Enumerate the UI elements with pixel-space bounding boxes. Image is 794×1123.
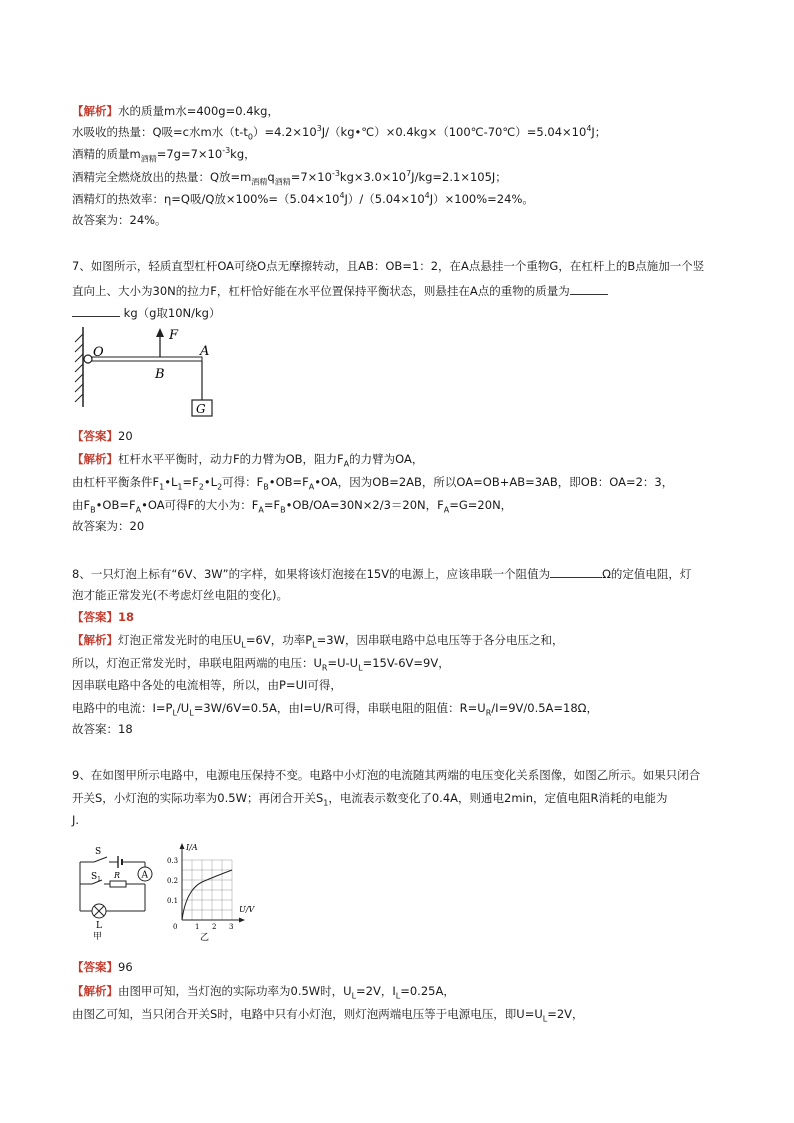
y-tick: 0.1: [167, 897, 179, 905]
q7-answer-blank: [570, 282, 608, 295]
arrow-head-icon: [156, 328, 164, 337]
switch-s-label: S: [95, 847, 102, 857]
y-arrow-icon: [180, 843, 185, 849]
y-axis-label: I/A: [186, 843, 198, 852]
q8-answer-line: 【答案】18: [72, 610, 135, 624]
lever-bar: [92, 357, 202, 361]
q7-answer-line: 【答案】20: [72, 429, 133, 443]
graph-grid: [182, 860, 232, 920]
x-tick: 0: [173, 923, 178, 931]
resistor-r: [110, 881, 126, 887]
switch-s1-label: $S_1$: [91, 872, 101, 883]
q7-analysis-line-3: 由$F_B•OB=F_A•OA$可得F的大小为：$F_A=F_B•OB/OA=30N\times 2/3=20N$，$F_A=G=20N$，: [72, 498, 513, 515]
q7-conclusion: 故答案为：20: [72, 519, 145, 533]
pivot-o: [84, 355, 92, 363]
analysis-label: 【解析】: [72, 104, 118, 118]
q7-stem-line-3: kg（g取10N/kg）: [72, 304, 221, 321]
x-tick: 1: [195, 923, 200, 931]
label-o: O: [93, 345, 104, 360]
label-b: B: [155, 367, 165, 382]
q8-analysis-line-1: 【解析】灯泡正常发光时的电压$U_L=6V$，功率$P_L=3W$，因串联电路中总电压等于各分电压之和，: [72, 633, 564, 650]
q6-analysis-line-1: 【解析】水的质量m水=400g=0.4kg，: [72, 104, 279, 118]
circuit-diagram: [70, 843, 165, 943]
q6-analysis-line-4: 酒精完全燃烧放出的热量：Q放$=m_{酒精}q_{酒精}=7\times 10^{-3}kg\times 3.0\times 10^7J/kg=2.1\times 105J$；: [72, 169, 507, 187]
q8-stem-line-1: 8、一只灯泡上标有“6V、3W”的字样，如果将该灯泡接在15V的电源上，应该串联一个阻值为 Ω的定值电阻，灯: [72, 567, 692, 581]
q8-analysis-line-2: 所以，灯泡正常发光时，串联电阻两端的电压：$U_R=U-U_L=15V-6V=9V$，: [72, 656, 450, 673]
q7-answer-blank-cont: [72, 304, 120, 317]
q8-answer-blank: [550, 565, 602, 578]
iu-curve: [182, 870, 232, 920]
figure-caption-jia: 甲: [93, 932, 103, 942]
ammeter-label: A: [141, 870, 148, 881]
y-tick: 0.2: [167, 877, 179, 885]
q8-answer: 18: [118, 610, 135, 624]
label-g: G: [196, 402, 206, 416]
lever-diagram: [66, 322, 236, 422]
label-f: F: [169, 328, 179, 343]
q6-analysis-line-2: 水吸收的热量：Q吸=c水m水$(t-t_0)=4.2\times 10^3J/(kg•℃)\times 0.4kg\times(100℃-70℃)=5.04\times 10^4J$；: [72, 124, 607, 142]
x-axis-label: U/V: [239, 905, 255, 914]
x-arrow-icon: [239, 918, 245, 923]
iu-graph: [160, 838, 265, 943]
q9-answer-line: 【答案】96: [72, 960, 133, 974]
q9-answer: 96: [118, 960, 133, 974]
q8-conclusion: 故答案：18: [72, 722, 133, 736]
lamp-label: L: [96, 921, 102, 931]
q8-analysis-line-3: 因串联电路中各处的电流相等，所以，由P=UI可得，: [72, 678, 342, 692]
q9-stem-line-1: 9、在如图甲所示电路中，电源电压保持不变。电路中小灯泡的电流随其两端的电压变化关系图像，如图乙所示。如果只闭合: [72, 768, 701, 782]
x-tick: 3: [229, 923, 234, 931]
figure-caption-yi: 乙: [200, 933, 210, 943]
x-tick: 2: [212, 923, 217, 931]
wall-hatch: [75, 334, 83, 402]
y-tick: 0.3: [167, 857, 179, 865]
q6-conclusion: 故答案为：24%。: [72, 213, 167, 227]
q9-analysis-line-1: 【解析】由图甲可知，当灯泡的实际功率为0.5W时，$U_L=2V$，$I_L=0.25A$，: [72, 984, 455, 1001]
resistor-label: R: [114, 871, 121, 880]
q9-analysis-line-2: 由图乙可知，当只闭合开关S时，电路中只有小灯泡，则灯泡两端电压等于电源电压，即$U=U_L=2V$，: [72, 1007, 584, 1024]
label-a: A: [200, 344, 210, 359]
q7-analysis-line-1: 【解析】杠杆水平平衡时，动力F的力臂为OB，阻力$F_A$的力臂为OA，: [72, 452, 424, 469]
q7-answer: 20: [118, 429, 133, 443]
q6-analysis-line-3: 酒精的质量$m_{酒精}=7g=7\times 10^{-3}kg$，: [72, 146, 256, 164]
q8-analysis-line-4: 电路中的电流：$I=P_L/U_L=3W/6V=0.5A$，由I=U/R可得，串联电阻的阻值：$R=U_R/I=9V/0.5A=18\Omega$，: [72, 701, 598, 718]
q7-analysis-line-2: 由杠杆平衡条件$F_1•L_1=F_2•L_2$可得：$F_B•OB=F_A•OA$，因为OB=2AB，所以OA=OB+AB=3AB，即OB：OA=2：3，: [72, 475, 674, 492]
q6-analysis-line-5: 酒精灯的热效率：η=Q吸/Q放$\times 100\%=(5.04\times 10^4J)/(5.04\times 10^4J)\times 100\%=24\%$。: [72, 191, 534, 206]
q8-stem-line-2: 泡才能正常发光(不考虑灯丝电阻的变化)。: [72, 588, 288, 602]
q7-stem-line-2: 直向上、大小为30N的拉力F，杠杆恰好能在水平位置保持平衡状态，则悬挂在A点的重物的质量为: [72, 282, 608, 299]
q9-stem-line-3: J.: [72, 813, 80, 827]
q9-stem-line-2: 开关S，小灯泡的实际功率为0.5W；再闭合开关$S_1$，电流表示数变化了0.4A，则通电2min，定值电阻R消耗的电能为: [72, 791, 668, 808]
q7-stem-line-1: 7、如图所示，轻质直型杠杆OA可绕O点无摩擦转动，且AB：OB=1：2，在A点悬挂一个重物G，在杠杆上的B点施加一个竖: [72, 259, 705, 273]
